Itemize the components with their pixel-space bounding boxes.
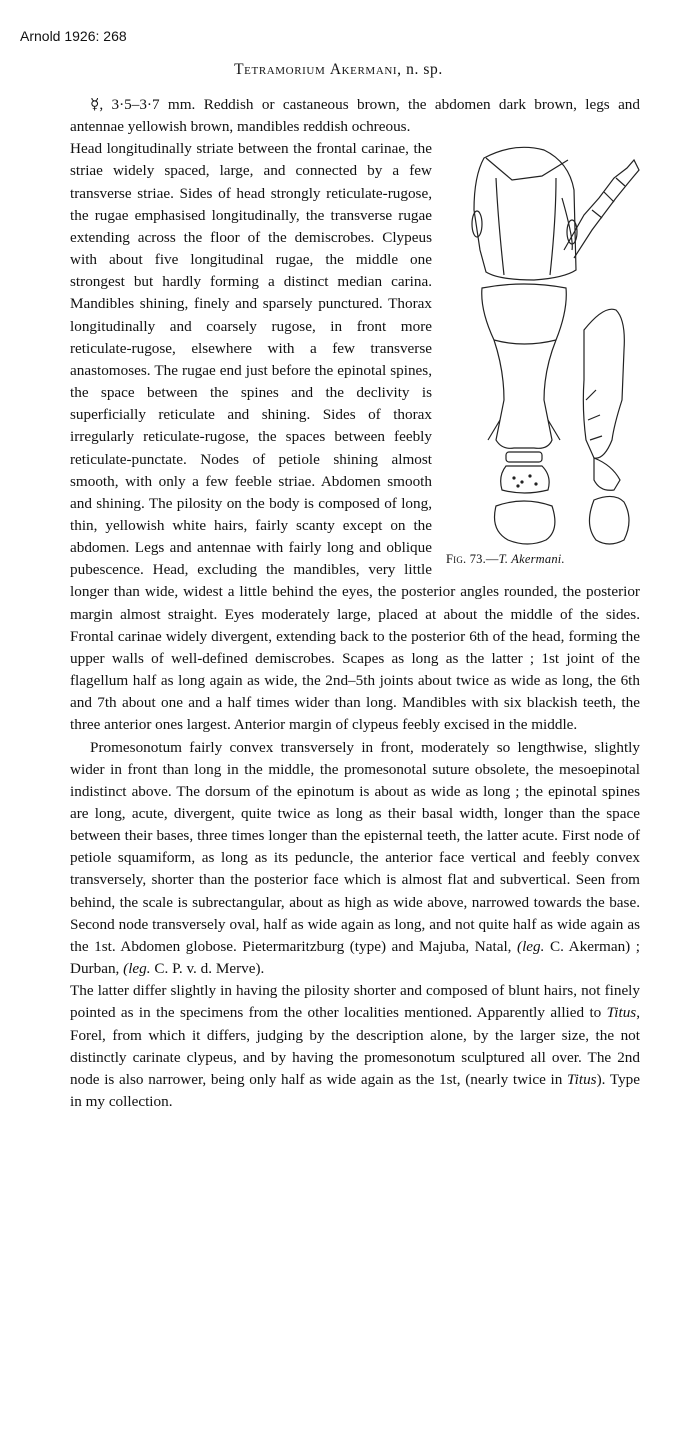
comparison-text-3: ). Type in my collection. (70, 1070, 640, 1111)
figure-73 (444, 140, 640, 570)
leg-2-prefix: (leg. (123, 960, 151, 978)
head-drawing (472, 148, 577, 281)
intro-paragraph: ☿, 3·5–3·7 mm. Reddish or castaneous brown, the abdomen dark brown, legs and antennae yellowish brown, mandibles reddish ochreous. (70, 96, 640, 136)
thorax-text: Promesonotum fairly convex transversely in front, moderately so lengthwise, slightly wider in front than long in the middle, the promesonotal suture obsolete, the mesoepinotal indistinct above. The dorsum of the epinotum is about as wide as long ; the epinotal spines are long, acute, divergent, quite twice as long as their basal width, longer than the space between their bases, three times longer than the episternal teeth, the latter acute. First node of petiole squamiform, as long as its peduncle, the anterior face vertical and feebly convex transversely, shorter than the posterior face which is almost flat and subvertical. Seen from behind, the scale is subrectangular, about as high as wide above, narrowed towards the base. Second node transversely oval, half as wide again as long, and not quite half as wide again as the 1st. Abdomen globose. Pietermaritzburg (type) and Majuba, Natal, (70, 738, 640, 955)
leg-1-prefix: (leg. (517, 937, 545, 955)
lateral-view-drawing (583, 309, 629, 544)
ant-illustration (444, 140, 640, 550)
caption-taxon: T. Akermani. (498, 552, 565, 567)
caption-prefix: Fig. 73.— (446, 552, 499, 567)
head-body-paragraph: Head longitudinally striate between the frontal carinae, the striae widely spaced, large, and connected by a few transverse striae. Sides of head strongly reticulate-rugose, the rugae emphasised longitudinally, the transverse rugae extending across the floor of the demiscrobes. Clypeus with about five longitudinal rugae, the middle one strongest but hardly forming a distinct median carina. Mandibles shining, finely and sparsely punctured. Thorax longitudinally and coarsely rugose, in front more reticulate-rugose, elsewhere with a few transverse anastomoses. The rugae end just before the epinotal spines, the space between the spines and the declivity is superficially reticulate and shining. Sides of thorax irregularly reticulate-rugose, the spaces between feebly reticulate-punctate. Nodes of petiole shining almost smooth, with only a few feeble striae. Abdomen smooth and shining. The pilosity on the body is composed of long, thin, yellowish white hairs, fairly scanty except on the abdomen. Legs and antennae with fairly long and oblique pubescence. Head, excluding the mandibles, very little longer than wide, widest a little behind the eyes, the posterior angles rounded, the posterior margin almost straight. Eyes moderately large, placed at about the middle of the sides. Frontal carinae widely divergent, extending back to the posterior 6th of the head, forming the upper walls of well-defined demiscrobes. Scapes as long as the latter ; 1st joint of the flagellum half as long again as wide, the 2nd–5th joints about twice as wide as long, the 6th and 7th about one and a half times wider than long. Mandibles with six blackish teeth, the three anterior ones largest. Anterior margin of clypeus feebly excised in the middle. (70, 140, 640, 734)
leg-1-collector: C. Akerman) ; Durban, (70, 937, 640, 978)
petiole-drawing (501, 452, 549, 493)
gaster-drawing (495, 501, 555, 544)
species-name: Akermani (329, 61, 398, 78)
comparison-text-2: , Forel, from which it differs, judging by the description alone, by the larger size, the not distinctly carinate clypeus, and by having the promesonotum sculptured all over. The 2nd node is also narrower, being only half as wide again as the 1st, (nearly twice in (70, 1004, 640, 1088)
allied-taxon-2: Titus (567, 1070, 597, 1088)
species-heading (0, 61, 677, 79)
genus-name: Tetramorium (234, 61, 326, 78)
species-suffix: , n. sp. (397, 61, 443, 78)
thorax-drawing (482, 284, 567, 448)
thorax-paragraph (70, 737, 640, 981)
comparison-text-1: The latter differ slightly in having the pilosity shorter and composed of blunt hairs, not finely pointed as in the specimens from the other localities mentioned. Apparently allied to (70, 982, 640, 1022)
comparison-paragraph (70, 980, 640, 1113)
figure-caption (446, 552, 642, 567)
allied-taxon: Titus (606, 1004, 637, 1022)
article-body (70, 94, 640, 1113)
citation: Arnold 1926: 268 (20, 28, 127, 44)
leg-2-collector: C. P. v. d. Merve). (150, 960, 265, 978)
